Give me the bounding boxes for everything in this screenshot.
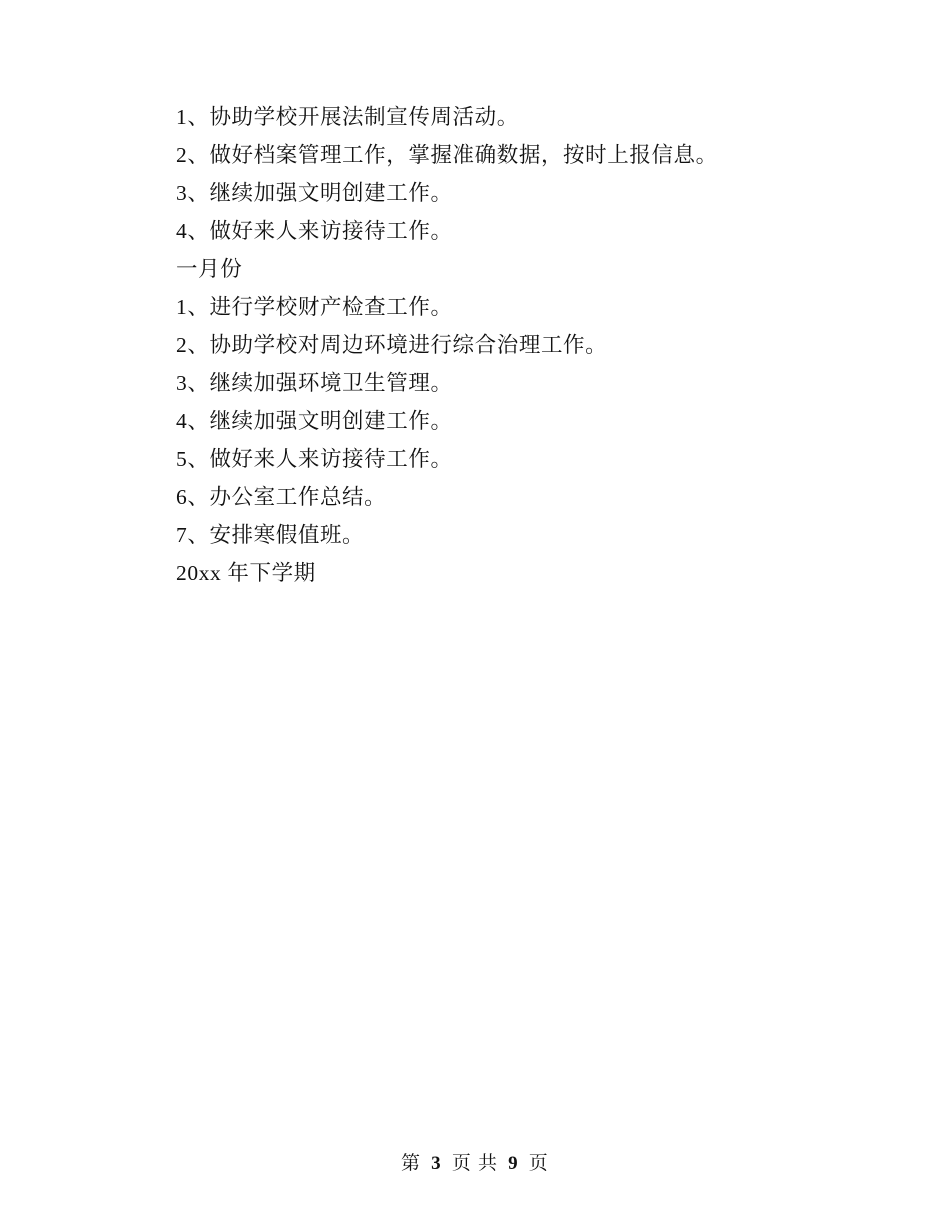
section-heading-january: 一月份 [176, 257, 243, 281]
body-line: 7、安排寒假值班。 [176, 523, 365, 547]
document-body [176, 98, 796, 592]
body-line: 1、协助学校开展法制宣传周活动。 [176, 105, 519, 129]
body-line: 1、进行学校财产检查工作。 [176, 295, 453, 319]
footer-suffix: 页 [528, 1153, 549, 1174]
body-line: 5、做好来人来访接待工作。 [176, 447, 453, 471]
section-heading-term: 20xx 年下学期 [176, 561, 316, 585]
body-line: 2、做好档案管理工作，掌握准确数据，按时上报信息。 [176, 143, 718, 167]
page-footer [0, 1148, 950, 1175]
body-line: 3、继续加强文明创建工作。 [176, 181, 453, 205]
footer-middle: 页 共 [451, 1153, 499, 1174]
body-line: 3、继续加强环境卫生管理。 [176, 371, 453, 395]
footer-current-page: 3 [431, 1153, 442, 1174]
footer-total-pages: 9 [508, 1153, 519, 1174]
body-line: 2、协助学校对周边环境进行综合治理工作。 [176, 333, 608, 357]
body-line: 4、继续加强文明创建工作。 [176, 409, 453, 433]
body-line: 6、办公室工作总结。 [176, 485, 387, 509]
footer-prefix: 第 [401, 1153, 422, 1174]
body-line: 4、做好来人来访接待工作。 [176, 219, 453, 243]
